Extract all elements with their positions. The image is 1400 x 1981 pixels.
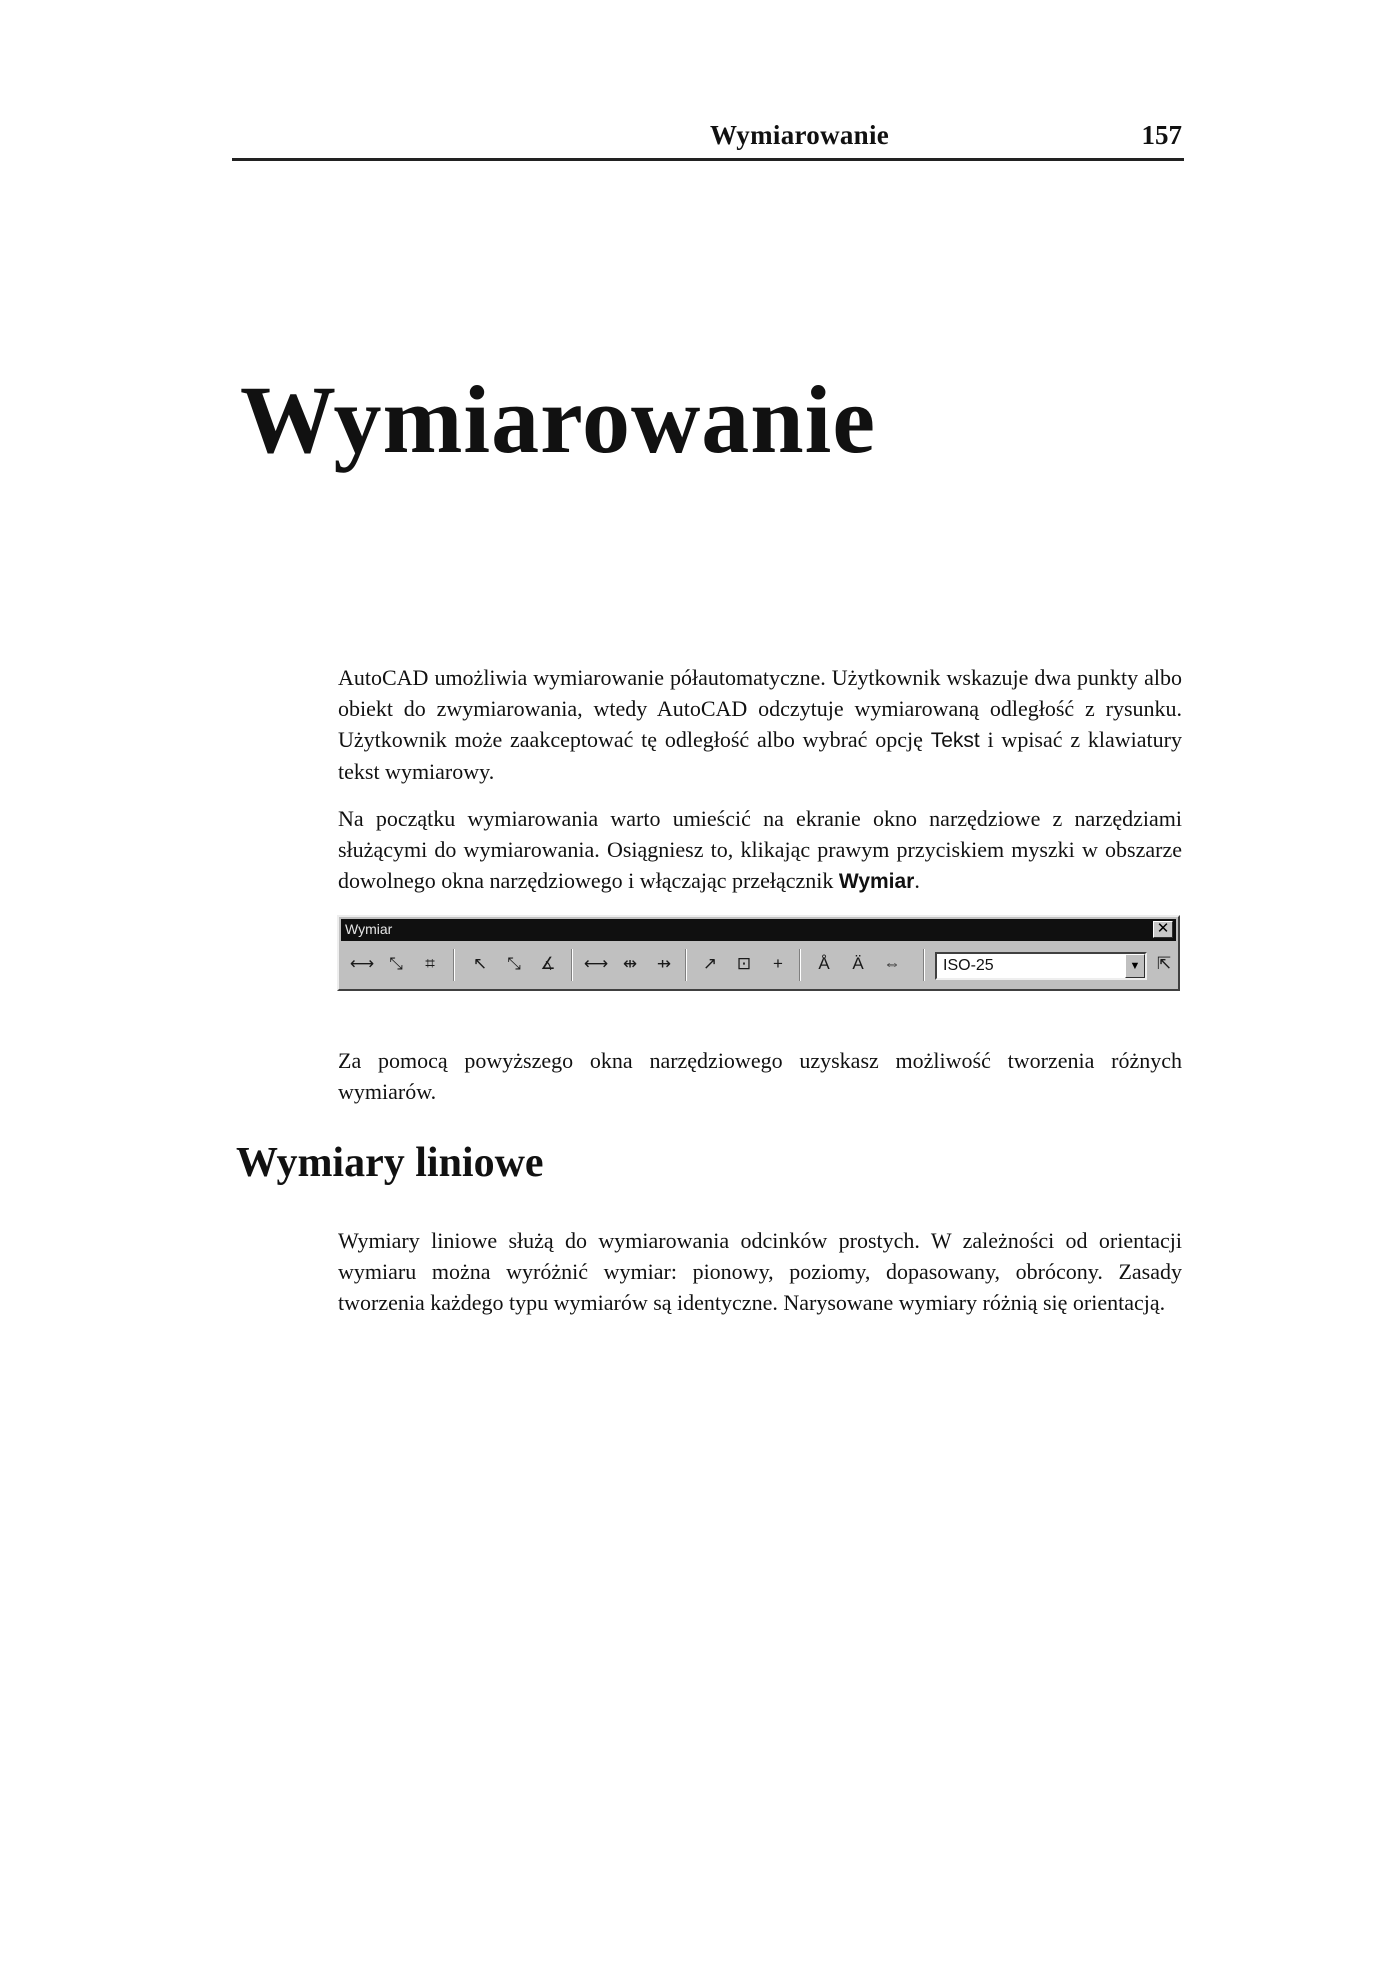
page-number: 157 [1141, 120, 1182, 150]
running-title: Wymiarowanie [710, 120, 890, 150]
section-title: Wymiary liniowe [236, 1140, 544, 1186]
linear-dimension-icon[interactable]: ⟷ [349, 954, 375, 973]
instructions-text-tail: . [914, 868, 920, 893]
dimension-edit-icon[interactable]: Å [818, 954, 830, 973]
close-icon[interactable]: ✕ [1153, 921, 1173, 938]
option-wymiar: Wymiar [838, 870, 915, 893]
dimension-toolbar [337, 915, 1180, 991]
toolbar-separator [571, 949, 573, 981]
baseline-dimension-icon[interactable]: ⟷ [583, 954, 609, 973]
leader-icon[interactable]: ↗ [702, 954, 718, 973]
toolbar-title: Wymiar [345, 921, 393, 937]
dimension-style-value: ISO-25 [943, 957, 994, 974]
toolbar-buttons [343, 945, 1174, 985]
dimension-style-icon[interactable]: ⇱ [1156, 954, 1172, 973]
angular-dimension-icon[interactable]: ∡ [540, 954, 556, 973]
toolbar-instructions-paragraph [338, 803, 1182, 897]
continue-dimension-icon[interactable]: ⇹ [622, 954, 638, 973]
dimension-update-icon[interactable]: ⇔ [883, 954, 901, 973]
chapter-title: Wymiarowanie [240, 366, 876, 473]
toolbar-titlebar[interactable] [341, 919, 1176, 941]
quick-dimension-icon[interactable]: ⇸ [656, 954, 672, 973]
linear-dimensions-paragraph: Wymiary liniowe służą do wymiarowania odcinków prostych. W zależności od orientacji wymiaru można wyróżnić wymiar: pionowy, poziomy, dopasowany, obrócony. Zasady tworzenia każdego typu wymiarów są identyczne. Narysowane wymiary różnią się orientacją. [338, 1228, 1182, 1315]
dimension-text-edit-icon[interactable]: Ä [852, 954, 864, 973]
intro-paragraph [338, 662, 1182, 787]
chevron-down-icon[interactable]: ▼ [1125, 954, 1145, 978]
aligned-dimension-icon[interactable]: ⤡ [389, 954, 403, 973]
toolbar-separator [685, 949, 687, 981]
radius-dimension-icon[interactable]: ↖ [472, 954, 488, 973]
dimension-style-select[interactable] [935, 952, 1147, 980]
instructions-text: Na początku wymiarowania warto umieścić na ekranie okno narzędziowe z narzędziami służącymi do wymiarowania. Osiągniesz to, klikając prawym przyciskiem myszki w obszarze dowolnego okna narzędziowego i włączając przełącznik [338, 806, 1182, 893]
ordinate-dimension-icon[interactable]: ⌗ [425, 954, 435, 973]
toolbar-separator [453, 949, 455, 981]
option-tekst: Tekst [930, 729, 980, 752]
toolbar-separator [799, 949, 801, 981]
diameter-dimension-icon[interactable]: ⤡ [507, 954, 521, 973]
intro-text: AutoCAD umożliwia wymiarowanie półautomatyczne. Użytkownik wskazuje dwa punkty albo obiekt do zwymiarowania, wtedy AutoCAD odczytuje wymiarowaną odległość z rysunku. Użytkownik może zaakceptować tę odległość albo wybrać opcję [338, 665, 1182, 752]
intro-text-tail: i wpisać z klawiatury tekst wymiarowy. [338, 727, 1182, 784]
running-header [232, 118, 1184, 161]
tolerance-icon[interactable]: ⊡ [736, 954, 752, 973]
toolbar-summary-paragraph: Za pomocą powyższego okna narzędziowego uzyskasz możliwość tworzenia różnych wymiarów. [338, 1048, 1182, 1104]
toolbar-separator [923, 949, 925, 981]
center-mark-icon[interactable]: + [773, 954, 783, 973]
